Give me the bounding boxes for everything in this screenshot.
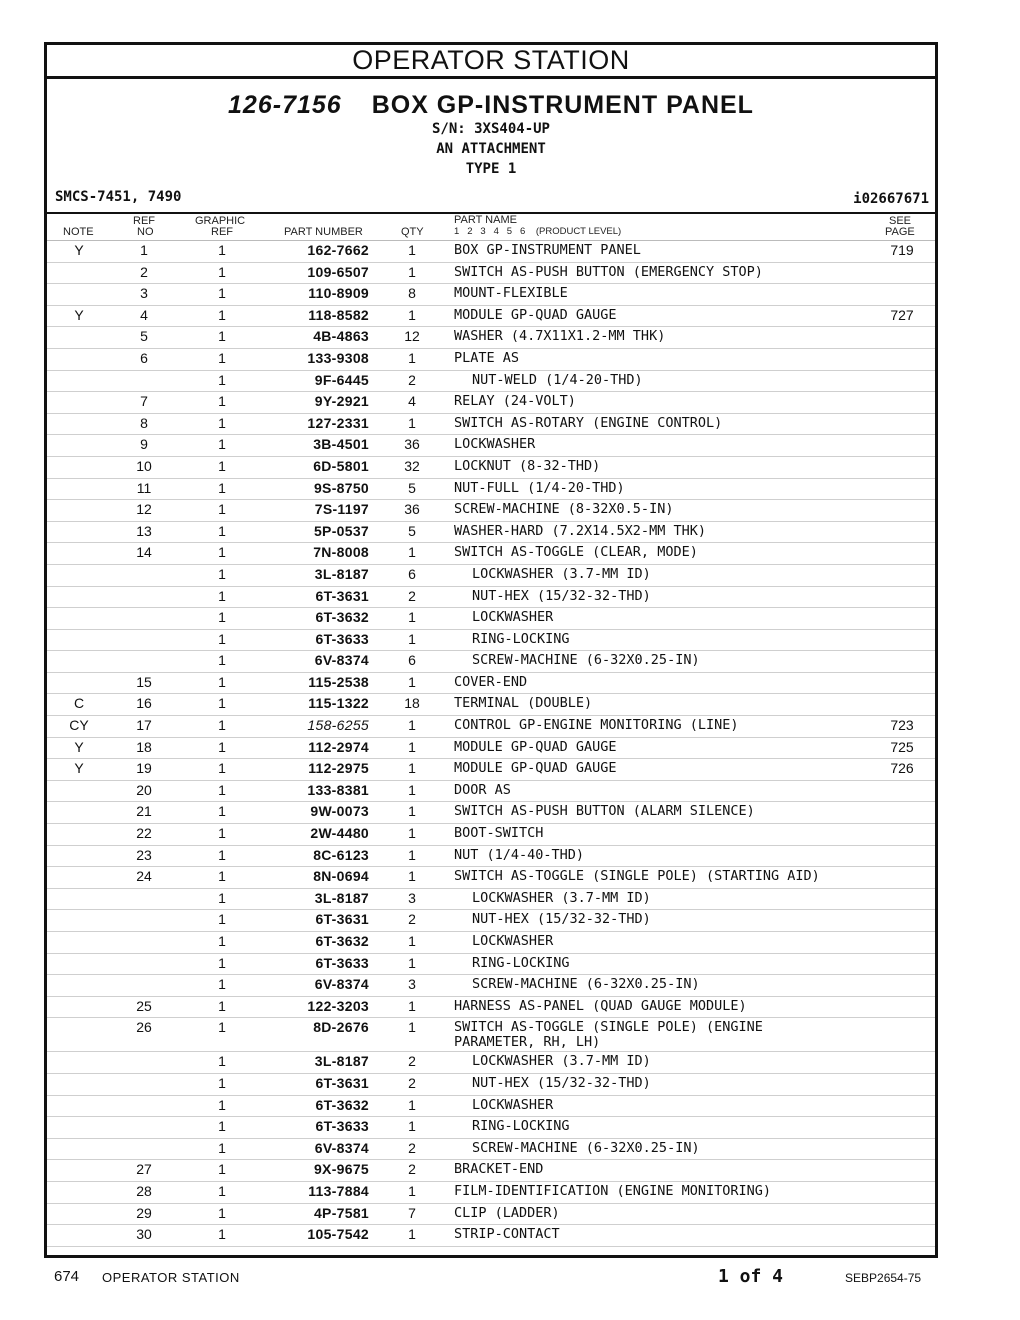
table-row <box>47 306 935 328</box>
col-graphic-top: GRAPHIC <box>195 215 246 227</box>
part-name-cell: HARNESS AS-PANEL (QUAD GAUGE MODULE) <box>454 997 747 1014</box>
graphic-ref-cell: 1 <box>218 436 226 453</box>
ref-number-cell: 19 <box>136 760 152 777</box>
table-row <box>47 759 935 781</box>
serial-number: S/N: 3XS404-UP <box>431 121 550 137</box>
table-row <box>47 846 935 868</box>
part-number-cell: 8D-2676 <box>313 1019 369 1036</box>
part-number-cell: 113-7884 <box>308 1182 369 1199</box>
part-name-cell: LOCKWASHER (3.7-MM ID) <box>472 889 651 906</box>
graphic-ref-cell: 1 <box>218 1139 226 1156</box>
graphic-ref-cell: 1 <box>218 1161 226 1178</box>
table-row <box>47 392 935 414</box>
graphic-ref-cell: 1 <box>218 285 226 302</box>
part-name-cell: NUT-HEX (15/32-32-THD) <box>472 911 651 928</box>
part-number-cell: 9X-9675 <box>313 1161 369 1178</box>
table-row <box>47 522 935 544</box>
quantity-cell: 32 <box>404 457 420 474</box>
quantity-cell: 1 <box>408 544 416 561</box>
part-name-cell: TERMINAL (DOUBLE) <box>454 695 593 712</box>
quantity-cell: 1 <box>408 997 416 1014</box>
ref-number-cell: 11 <box>136 479 152 496</box>
part-name-cell: STRIP-CONTACT <box>454 1226 560 1243</box>
part-name-cell: LOCKWASHER (3.7-MM ID) <box>472 565 651 582</box>
table-row <box>47 694 935 716</box>
quantity-cell: 1 <box>408 673 416 690</box>
ref-number-cell: 25 <box>136 997 152 1014</box>
ref-number-cell: 14 <box>136 544 152 561</box>
note-cell: Y <box>74 738 84 755</box>
quantity-cell: 7 <box>408 1204 416 1221</box>
part-number-cell: 9S-8750 <box>313 479 369 496</box>
part-name-cell: LOCKWASHER <box>472 609 554 626</box>
table-row <box>47 414 935 436</box>
table-row <box>47 1204 935 1226</box>
graphic-ref-cell: 1 <box>218 501 226 518</box>
part-number-cell: 112-2975 <box>308 760 369 777</box>
note-cell: Y <box>74 760 84 777</box>
part-name-cell: WASHER-HARD (7.2X14.5X2-MM THK) <box>454 522 706 539</box>
quantity-cell: 1 <box>408 781 416 798</box>
graphic-ref-cell: 1 <box>218 868 226 885</box>
part-name-cell: NUT (1/4-40-THD) <box>454 846 585 863</box>
part-name-cell: FILM-IDENTIFICATION (ENGINE MONITORING) <box>454 1182 771 1199</box>
part-name-cell: SWITCH AS-PUSH BUTTON (EMERGENCY STOP) <box>454 263 763 280</box>
table-row <box>47 1139 935 1161</box>
part-number-cell: 6T-3632 <box>315 609 369 626</box>
footer-page-count: 1 of 4 <box>718 1266 784 1287</box>
quantity-cell: 2 <box>408 1074 416 1091</box>
table-row <box>47 716 935 738</box>
ref-number-cell: 7 <box>140 393 148 410</box>
graphic-ref-cell: 1 <box>218 997 226 1014</box>
table-row <box>47 824 935 846</box>
table-row <box>47 327 935 349</box>
ref-number-cell: 1 <box>140 242 148 258</box>
note-cell: Y <box>74 306 84 323</box>
part-number-cell: 6V-8374 <box>314 652 369 669</box>
part-number-cell: 7N-8008 <box>313 544 369 561</box>
table-row <box>47 997 935 1019</box>
footer-section: OPERATOR STATION <box>102 1270 240 1285</box>
ref-number-cell: 13 <box>136 522 152 539</box>
part-name-cell: SCREW-MACHINE (6-32X0.25-IN) <box>472 1139 700 1156</box>
part-name-cell: MODULE GP-QUAD GAUGE <box>454 760 617 777</box>
ref-number-cell: 26 <box>136 1019 152 1036</box>
quantity-cell: 2 <box>408 371 416 388</box>
graphic-ref-cell: 1 <box>218 652 226 669</box>
group-name: BOX GP-INSTRUMENT PANEL <box>371 91 754 119</box>
part-number-cell: 9F-6445 <box>314 371 369 388</box>
section-title: OPERATOR STATION <box>47 45 935 79</box>
ref-number-cell: 27 <box>136 1161 152 1178</box>
part-number-cell: 6T-3632 <box>315 933 369 949</box>
quantity-cell: 12 <box>404 328 420 345</box>
table-row <box>47 738 935 760</box>
graphic-ref-cell: 1 <box>218 933 226 949</box>
quantity-cell: 1 <box>408 868 416 885</box>
part-number-cell: 9W-0073 <box>310 803 369 820</box>
quantity-cell: 1 <box>408 1096 416 1113</box>
part-number-cell: 3L-8187 <box>314 1053 369 1070</box>
quantity-cell: 1 <box>408 954 416 971</box>
part-name-cell: MODULE GP-QUAD GAUGE <box>454 306 617 323</box>
part-name-cell: NUT-HEX (15/32-32-THD) <box>472 587 651 604</box>
part-name-cell: RING-LOCKING <box>472 954 570 971</box>
graphic-ref-cell: 1 <box>218 522 226 539</box>
part-number-cell: 7S-1197 <box>314 501 369 518</box>
attachment-label: AN ATTACHMENT <box>436 141 546 157</box>
see-page-cell: 726 <box>890 760 914 777</box>
quantity-cell: 6 <box>408 652 416 669</box>
col-graphic-bottom: REF <box>211 226 233 238</box>
ref-number-cell: 2 <box>140 263 148 280</box>
ref-number-cell: 9 <box>140 436 148 453</box>
quantity-cell: 1 <box>408 630 416 647</box>
quantity-cell: 1 <box>408 414 416 431</box>
graphic-ref-cell: 1 <box>218 630 226 647</box>
group-part-number: 126-7156 <box>228 91 342 119</box>
column-headers <box>47 214 935 241</box>
table-row <box>47 673 935 695</box>
quantity-cell: 4 <box>408 393 416 410</box>
part-name-cell: BOOT-SWITCH <box>454 825 544 842</box>
quantity-cell: 1 <box>408 760 416 777</box>
quantity-cell: 2 <box>408 911 416 928</box>
table-row <box>47 500 935 522</box>
quantity-cell: 1 <box>408 825 416 842</box>
table-row <box>47 954 935 976</box>
col-see-bottom: PAGE <box>885 226 915 238</box>
graphic-ref-cell: 1 <box>218 457 226 474</box>
quantity-cell: 5 <box>408 522 416 539</box>
footer-doc-id: SEBP2654-75 <box>845 1271 922 1285</box>
part-number-cell: 6T-3633 <box>315 630 369 647</box>
col-see-top: SEE <box>889 215 912 227</box>
quantity-cell: 3 <box>408 889 416 906</box>
ref-number-cell: 22 <box>136 825 152 842</box>
graphic-ref-cell: 1 <box>218 306 226 323</box>
part-number-cell: 8C-6123 <box>313 846 369 863</box>
quantity-cell: 1 <box>408 738 416 755</box>
part-number-cell: 122-3203 <box>307 997 369 1014</box>
graphic-ref-cell: 1 <box>218 609 226 626</box>
quantity-cell: 2 <box>408 587 416 604</box>
table-row <box>47 263 935 285</box>
col-product-levels: 1 2 3 4 5 6 (PRODUCT LEVEL) <box>454 226 622 237</box>
part-name-cell: MOUNT-FLEXIBLE <box>454 285 568 302</box>
part-number-cell: 3B-4501 <box>313 436 369 453</box>
quantity-cell: 1 <box>408 1019 416 1036</box>
quantity-cell: 1 <box>408 717 416 734</box>
note-cell: C <box>73 695 85 712</box>
quantity-cell: 6 <box>408 565 416 582</box>
part-number-cell: 2W-4480 <box>310 825 369 842</box>
graphic-ref-cell: 1 <box>218 1053 226 1070</box>
table-row <box>47 479 935 501</box>
graphic-ref-cell: 1 <box>218 1204 226 1221</box>
graphic-ref-cell: 1 <box>218 1019 226 1036</box>
quantity-cell: 18 <box>404 695 420 712</box>
illustration-id: i02667671 <box>853 191 929 207</box>
table-row <box>47 910 935 932</box>
graphic-ref-cell: 1 <box>218 760 226 777</box>
ref-number-cell: 29 <box>136 1204 152 1221</box>
part-number-cell: 6V-8374 <box>314 976 369 993</box>
graphic-ref-cell: 1 <box>218 1096 226 1113</box>
parts-list-frame <box>44 42 938 1258</box>
graphic-ref-cell: 1 <box>218 1182 226 1199</box>
part-number-cell: 4P-7581 <box>313 1204 369 1221</box>
table-row <box>47 975 935 997</box>
smcs-codes: SMCS-7451, 7490 <box>55 189 182 205</box>
graphic-ref-cell: 1 <box>218 393 226 410</box>
quantity-cell: 2 <box>408 1139 416 1156</box>
part-name-cell: SCREW-MACHINE (8-32X0.5-IN) <box>454 501 674 518</box>
part-name-cell: CLIP (LADDER) <box>454 1204 560 1221</box>
graphic-ref-cell: 1 <box>218 349 226 366</box>
see-page-cell: 719 <box>890 242 914 258</box>
ref-number-cell: 17 <box>136 717 152 734</box>
graphic-ref-cell: 1 <box>218 911 226 928</box>
part-name-cell: NUT-WELD (1/4-20-THD) <box>472 371 643 388</box>
table-row <box>47 781 935 803</box>
type-label: TYPE 1 <box>465 161 517 177</box>
part-name-cell: LOCKWASHER <box>454 436 536 453</box>
graphic-ref-cell: 1 <box>218 1118 226 1135</box>
graphic-ref-cell: 1 <box>218 414 226 431</box>
quantity-cell: 1 <box>408 242 416 258</box>
quantity-cell: 1 <box>408 1182 416 1199</box>
graphic-ref-cell: 1 <box>218 1074 226 1091</box>
part-number-cell: 6T-3631 <box>315 911 369 928</box>
ref-number-cell: 20 <box>136 781 152 798</box>
graphic-ref-cell: 1 <box>218 544 226 561</box>
part-number-cell: 6V-8374 <box>314 1139 369 1156</box>
table-row <box>47 284 935 306</box>
ref-number-cell: 3 <box>140 285 148 302</box>
table-row <box>47 1052 935 1074</box>
part-number-cell: 3L-8187 <box>314 565 369 582</box>
note-cell: Y <box>74 242 84 258</box>
graphic-ref-cell: 1 <box>218 781 226 798</box>
part-number-cell: 127-2331 <box>307 414 369 431</box>
graphic-ref-cell: 1 <box>218 846 226 863</box>
quantity-cell: 36 <box>404 501 420 518</box>
part-name-cell: NUT-HEX (15/32-32-THD) <box>472 1074 651 1091</box>
ref-number-cell: 30 <box>136 1226 152 1243</box>
table-row <box>47 1074 935 1096</box>
table-row <box>47 349 935 371</box>
quantity-cell: 1 <box>408 349 416 366</box>
part-number-cell: 115-2538 <box>308 673 369 690</box>
table-row <box>47 932 935 954</box>
col-ref-top: REF <box>133 215 155 227</box>
quantity-cell: 1 <box>408 1226 416 1243</box>
graphic-ref-cell: 1 <box>218 695 226 712</box>
part-number-cell: 9Y-2921 <box>314 393 369 410</box>
part-name-cell: SWITCH AS-TOGGLE (CLEAR, MODE) <box>454 544 698 561</box>
table-row <box>47 241 935 263</box>
graphic-ref-cell: 1 <box>218 803 226 820</box>
quantity-cell: 3 <box>408 976 416 993</box>
graphic-ref-cell: 1 <box>218 976 226 993</box>
quantity-cell: 1 <box>408 933 416 949</box>
quantity-cell: 1 <box>408 263 416 280</box>
group-title <box>47 91 935 120</box>
col-qty: QTY <box>401 226 424 238</box>
part-name-cell: LOCKWASHER <box>472 933 554 949</box>
part-number-cell: 133-8381 <box>307 781 369 798</box>
col-part-number: PART NUMBER <box>284 226 363 238</box>
ref-number-cell: 10 <box>136 457 152 474</box>
quantity-cell: 2 <box>408 1053 416 1070</box>
note-cell: CY <box>69 717 89 734</box>
part-name-cell: WASHER (4.7X11X1.2-MM THK) <box>454 328 666 345</box>
part-number-cell: 6D-5801 <box>313 457 369 474</box>
quantity-cell: 1 <box>408 846 416 863</box>
ref-number-cell: 6 <box>140 349 148 366</box>
part-name-cell: LOCKNUT (8-32-THD) <box>454 457 601 474</box>
part-name-cell: SWITCH AS-TOGGLE (SINGLE POLE) (ENGINE PARAMETER, RH, LH) <box>454 1019 763 1051</box>
col-part-name: PART NAME <box>454 214 517 226</box>
ref-number-cell: 15 <box>136 673 152 690</box>
part-name-cell: BOX GP-INSTRUMENT PANEL <box>454 242 641 258</box>
part-number-cell: 6T-3633 <box>315 1118 369 1135</box>
graphic-ref-cell: 1 <box>218 479 226 496</box>
part-name-cell: MODULE GP-QUAD GAUGE <box>454 738 617 755</box>
table-row <box>47 867 935 889</box>
part-number-cell: 115-1322 <box>308 695 369 712</box>
graphic-ref-cell: 1 <box>218 717 226 734</box>
table-row <box>47 587 935 609</box>
graphic-ref-cell: 1 <box>218 263 226 280</box>
ref-number-cell: 28 <box>136 1182 152 1199</box>
ref-number-cell: 21 <box>136 803 152 820</box>
table-row <box>47 371 935 393</box>
quantity-cell: 1 <box>408 1118 416 1135</box>
part-name-cell: SCREW-MACHINE (6-32X0.25-IN) <box>472 976 700 993</box>
part-name-cell: CONTROL GP-ENGINE MONITORING (LINE) <box>454 717 739 734</box>
col-note: NOTE <box>63 226 94 238</box>
col-ref-bottom: NO <box>137 226 154 238</box>
table-row <box>47 802 935 824</box>
quantity-cell: 8 <box>408 285 416 302</box>
graphic-ref-cell: 1 <box>218 1226 226 1243</box>
part-number-cell: 105-7542 <box>307 1226 369 1243</box>
table-row <box>47 1160 935 1182</box>
ref-number-cell: 18 <box>136 738 152 755</box>
ref-number-cell: 4 <box>140 306 148 323</box>
table-row <box>47 1225 935 1247</box>
ref-number-cell: 23 <box>136 846 152 863</box>
quantity-cell: 1 <box>408 306 416 323</box>
parts-table <box>47 241 935 1247</box>
table-row <box>47 565 935 587</box>
part-name-cell: PLATE AS <box>454 349 520 366</box>
graphic-ref-cell: 1 <box>218 738 226 755</box>
part-number-cell: 118-8582 <box>308 306 369 323</box>
part-name-cell: DOOR AS <box>454 781 511 798</box>
part-number-cell: 6T-3631 <box>315 1074 369 1091</box>
quantity-cell: 36 <box>404 436 420 453</box>
part-name-cell: COVER-END <box>454 673 528 690</box>
graphic-ref-cell: 1 <box>218 954 226 971</box>
part-number-cell: 6T-3633 <box>315 954 369 971</box>
table-row <box>47 1182 935 1204</box>
table-row <box>47 1096 935 1118</box>
table-row <box>47 435 935 457</box>
table-row <box>47 630 935 652</box>
ref-number-cell: 16 <box>136 695 152 712</box>
part-number-cell: 162-7662 <box>307 242 369 258</box>
part-number-cell: 6T-3632 <box>315 1096 369 1113</box>
part-number-cell: 8N-0694 <box>313 868 369 885</box>
graphic-ref-cell: 1 <box>218 565 226 582</box>
part-number-cell: 112-2974 <box>308 738 369 755</box>
part-number-cell: 4B-4863 <box>313 328 369 345</box>
see-page-cell: 723 <box>890 717 914 734</box>
graphic-ref-cell: 1 <box>218 242 226 258</box>
table-row <box>47 889 935 911</box>
part-number-cell: 133-9308 <box>307 349 369 366</box>
part-name-cell: SWITCH AS-TOGGLE (SINGLE POLE) (STARTING AID) <box>454 868 820 885</box>
part-name-cell: RELAY (24-VOLT) <box>454 393 576 410</box>
part-number-cell: 6T-3631 <box>315 587 369 604</box>
graphic-ref-cell: 1 <box>218 825 226 842</box>
see-page-cell: 727 <box>890 306 914 323</box>
graphic-ref-cell: 1 <box>218 889 226 906</box>
graphic-ref-cell: 1 <box>218 328 226 345</box>
part-name-cell: SWITCH AS-PUSH BUTTON (ALARM SILENCE) <box>454 803 755 820</box>
table-row <box>47 457 935 479</box>
part-name-cell: BRACKET-END <box>454 1161 544 1178</box>
part-name-cell: LOCKWASHER (3.7-MM ID) <box>472 1053 651 1070</box>
ref-number-cell: 8 <box>140 414 148 431</box>
table-row <box>47 651 935 673</box>
part-number-cell: 110-8909 <box>308 285 369 302</box>
table-row <box>47 1117 935 1139</box>
footer-page-number: 674 <box>54 1268 80 1285</box>
part-name-cell: RING-LOCKING <box>472 630 570 647</box>
quantity-cell: 1 <box>408 609 416 626</box>
part-name-cell: SCREW-MACHINE (6-32X0.25-IN) <box>472 652 700 669</box>
group-header <box>47 79 935 214</box>
graphic-ref-cell: 1 <box>218 587 226 604</box>
quantity-cell: 5 <box>408 479 416 496</box>
part-number-cell: 5P-0537 <box>313 522 369 539</box>
graphic-ref-cell: 1 <box>218 371 226 388</box>
quantity-cell: 2 <box>408 1161 416 1178</box>
ref-number-cell: 12 <box>136 501 152 518</box>
graphic-ref-cell: 1 <box>218 673 226 690</box>
ref-number-cell: 5 <box>140 328 148 345</box>
ref-number-cell: 24 <box>136 868 152 885</box>
part-name-cell: RING-LOCKING <box>472 1118 570 1135</box>
table-row <box>47 608 935 630</box>
part-number-cell: 109-6507 <box>307 263 369 280</box>
part-name-cell: NUT-FULL (1/4-20-THD) <box>454 479 625 496</box>
part-number-cell: 158-6255 <box>307 717 369 734</box>
quantity-cell: 1 <box>408 803 416 820</box>
table-row <box>47 1018 935 1052</box>
part-name-cell: SWITCH AS-ROTARY (ENGINE CONTROL) <box>454 414 723 431</box>
part-number-cell: 3L-8187 <box>314 889 369 906</box>
part-name-cell: LOCKWASHER <box>472 1096 554 1113</box>
table-row <box>47 543 935 565</box>
see-page-cell: 725 <box>890 738 914 755</box>
